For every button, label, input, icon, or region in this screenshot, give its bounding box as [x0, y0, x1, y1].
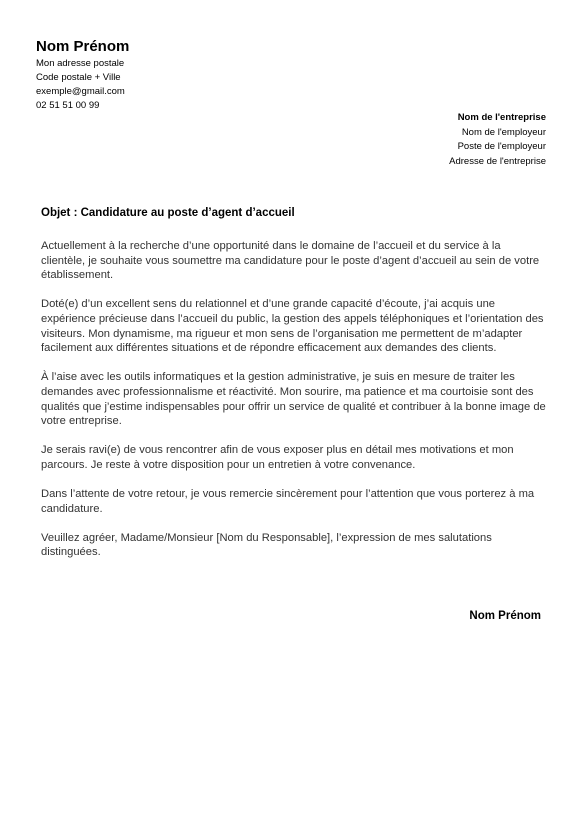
body-paragraph: Dans l’attente de votre retour, je vous remercie sincèrement pour l’attention que vous porterez à ma candidature.: [41, 488, 535, 515]
sender-block: [36, 37, 129, 113]
letter-subject: Objet : Candidature au poste d’agent d’accueil: [41, 207, 295, 219]
sender-phone: 02 51 51 00 99: [36, 100, 100, 111]
recipient-company-address: Adresse de l'entreprise: [449, 155, 546, 167]
recipient-employer-name: Nom de l'employeur: [461, 126, 546, 138]
body-paragraph: Actuellement à la recherche d’une opportunité dans le domaine de l’accueil et du service à la clientèle, je souhaite vous soumettre ma candidature pour le poste d’agent d’accueil au sein de votre établissement.: [41, 240, 540, 282]
recipient-employer-position: Poste de l'employeur: [457, 141, 546, 152]
sender-name: Nom Prénom: [36, 38, 130, 55]
letter-body: [41, 239, 547, 575]
body-paragraph: Doté(e) d’un excellent sens du relationnel et d’une grande capacité d’écoute, j’ai acquis une expérience précieuse dans l’accueil du public, la gestion des appels téléphoniques et l’orientation des visiteurs. Mon dynamisme, ma rigueur et mon sens de l’organisation me permettent de m’adapter facilement aux différentes situations et de répondre efficacement aux demandes des clients.: [41, 298, 544, 355]
sender-email: exemple@gmail.com: [36, 86, 125, 97]
sender-city: Code postale + Ville: [36, 72, 121, 83]
sender-address: Mon adresse postale: [36, 58, 125, 69]
body-paragraph: Je serais ravi(e) de vous rencontrer afin de vous exposer plus en détail mes motivations et mon parcours. Je reste à votre disposition pour un entretien à votre convenance.: [41, 444, 514, 471]
signature: Nom Prénom: [469, 610, 541, 622]
recipient-company: Nom de l'entreprise: [457, 112, 546, 123]
closing-paragraph: Veuillez agréer, Madame/Monsieur [Nom du Responsable], l’expression de mes salutations distinguées.: [41, 531, 492, 559]
recipient-block: [449, 111, 546, 169]
body-paragraph: À l’aise avec les outils informatiques et la gestion administrative, je suis en mesure de traiter les demandes avec professionnalisme et réactivité. Mon sourire, ma patience et ma courtoisie sont des qualités que j’estime indispensables pour offrir un service de qualité et contribuer à la bonne image de votre entreprise.: [41, 371, 546, 428]
